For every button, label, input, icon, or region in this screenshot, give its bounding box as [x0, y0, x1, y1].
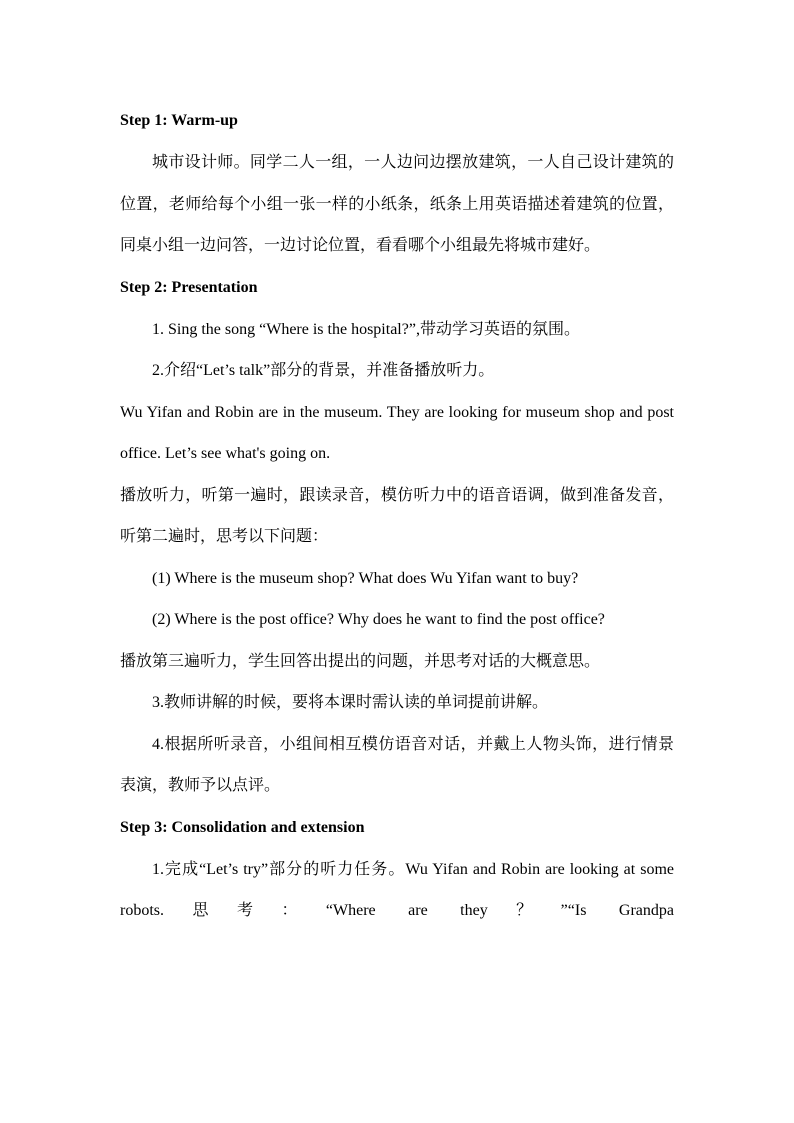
step3-heading: Step 3: Consolidation and extension: [120, 818, 365, 836]
step2-item-3: 3.教师讲解的时候，要将本课时需认读的单词提前讲解。: [152, 694, 549, 711]
step2-item-4: 4.根据所听录音，小组间相互模仿语音对话，并戴上人物头饰，进行情景表演，教师予以点评。: [120, 735, 674, 794]
step2-item-1: 1. Sing the song “Where is the hospital?”,带动学习英语的氛围。: [152, 320, 580, 338]
step1-heading: Step 1: Warm-up: [120, 112, 238, 129]
step2-third-listen: 播放第三遍听力，学生回答出提出的问题，并思考对话的大概意思。: [120, 652, 601, 670]
step2-listen-instructions: 播放听力，听第一遍时，跟读录音，模仿听力中的语音语调，做到准备发音，听第二遍时，思考以下问题：: [120, 486, 674, 545]
step2-intro: Wu Yifan and Robin are in the museum. They are looking for museum shop and post office. Let’s see what's going on.: [120, 403, 674, 462]
document-body: [120, 100, 674, 932]
step2-question-1: (1) Where is the museum shop? What does Wu Yifan want to buy?: [152, 569, 579, 587]
step1-paragraph: 城市设计师。同学二人一组，一人边问边摆放建筑，一人自己设计建筑的位置，老师给每个小组一张一样的小纸条，纸条上用英语描述着建筑的位置，同桌小组一边问答，一边讨论位置，看看哪个小组最先将城市建好。: [120, 154, 674, 254]
step3-item-1: 1.完成“Let’s try”部分的听力任务。Wu Yifan and Robin are looking at some robots.思考：“Where are they？”“Is Grandpa: [120, 860, 674, 919]
step2-question-2: (2) Where is the post office? Why does he want to find the post office?: [152, 611, 605, 628]
step2-item-2: 2.介绍“Let’s talk”部分的背景，并准备播放听力。: [152, 362, 495, 379]
step2-heading: Step 2: Presentation: [120, 278, 258, 296]
